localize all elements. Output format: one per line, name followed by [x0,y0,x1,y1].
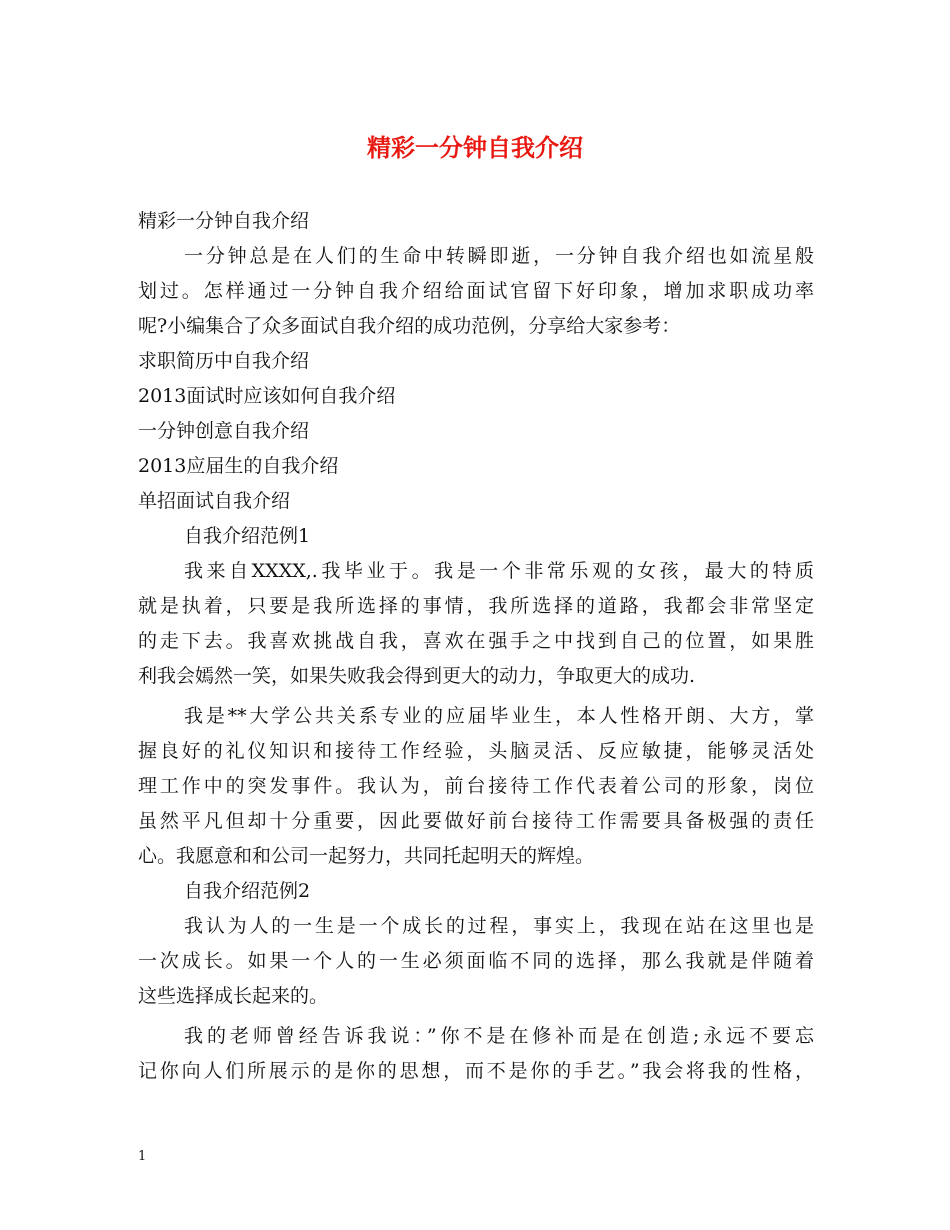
text-line: 的走下去。我喜欢挑战自我，喜欢在强手之中找到自己的位置，如果胜 [138,630,814,652]
text-line: 利我会嫣然一笑，如果失败我会得到更大的动力，争取更大的成功. [138,665,696,687]
text-line: 单招面试自我介绍 [138,490,291,512]
section-heading: 自我介绍范例2 [184,880,311,902]
document-body [138,204,814,1089]
page-number: 1 [138,1149,147,1164]
section-heading: 自我介绍范例1 [184,525,311,547]
text-line: 求职简历中自我介绍 [138,350,310,372]
text-line: 我来自XXXX,.我毕业于。我是一个非常乐观的女孩，最大的特质 [184,560,814,582]
document-title: 精彩一分钟自我介绍 [367,133,583,162]
text-line: 记你向人们所展示的是你的思想，而不是你的手艺。”我会将我的性格， [138,1060,814,1082]
text-line: 一分钟创意自我介绍 [138,420,310,442]
text-line: 我认为人的一生是一个成长的过程，事实上，我现在站在这里也是 [184,915,814,937]
text-line: 就是执着，只要是我所选择的事情，我所选择的道路，我都会非常坚定 [138,595,814,617]
text-line: 我是**大学公共关系专业的应届毕业生，本人性格开朗、大方，掌 [184,705,814,727]
text-line: 虽然平凡但却十分重要，因此要做好前台接待工作需要具备极强的责任 [138,810,814,832]
text-line: 一分钟总是在人们的生命中转瞬即逝，一分钟自我介绍也如流星般 [184,245,814,267]
text-line: 2013应届生的自我介绍 [138,455,339,477]
text-line: 2013面试时应该如何自我介绍 [138,385,396,407]
text-line: 呢?小编集合了众多面试自我介绍的成功范例，分享给大家参考： [138,315,681,337]
text-line: 心。我愿意和和公司一起努力，共同托起明天的辉煌。 [138,845,595,867]
text-line: 划过。怎样通过一分钟自我介绍给面试官留下好印象，增加求职成功率 [138,280,814,302]
text-line: 一次成长。如果一个人的一生必须面临不同的选择，那么我就是伴随着 [138,950,814,972]
text-line: 这些选择成长起来的。 [138,985,329,1007]
text-line: 精彩一分钟自我介绍 [138,210,310,232]
text-line: 握良好的礼仪知识和接待工作经验，头脑灵活、反应敏捷，能够灵活处 [138,740,814,762]
text-line: 我的老师曾经告诉我说：”你不是在修补而是在创造;永远不要忘 [184,1025,814,1047]
text-line: 理工作中的突发事件。我认为，前台接待工作代表着公司的形象，岗位 [138,775,814,797]
